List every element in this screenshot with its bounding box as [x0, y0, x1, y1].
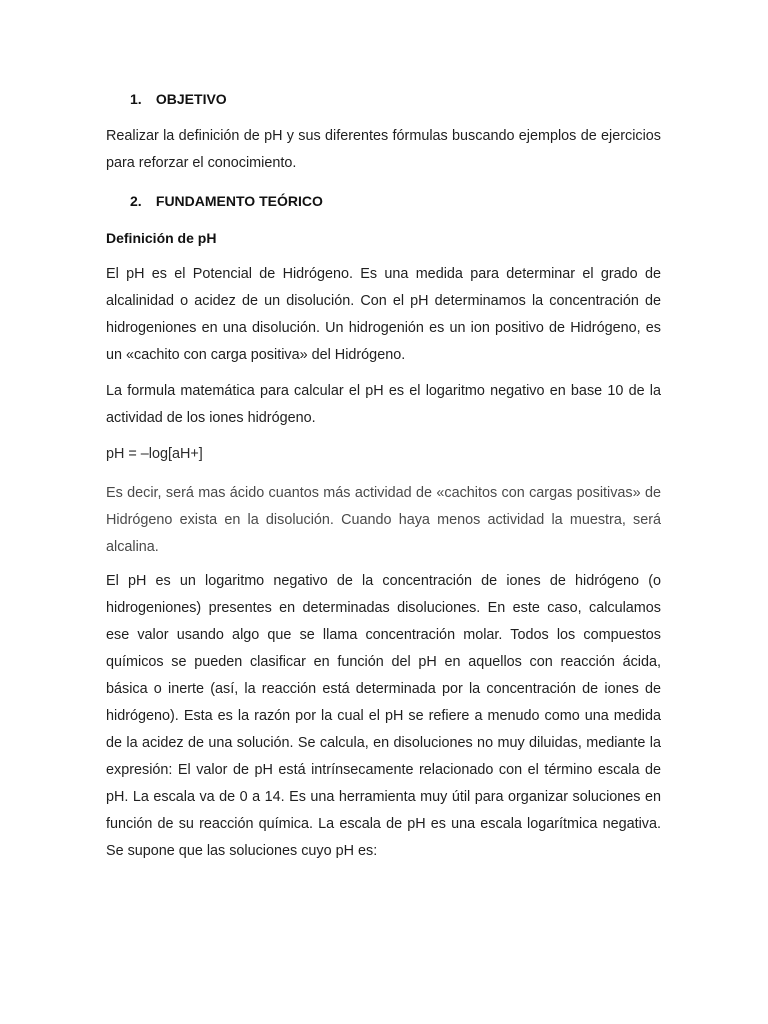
objetivo-paragraph: Realizar la definición de pH y sus diferentes fórmulas buscando ejemplos de ejercicios para reforzar el conocimiento.	[106, 128, 661, 171]
ph-long-paragraph: El pH es un logaritmo negativo de la concentración de iones de hidrógeno (o hidrogeniones) presentes en determinadas disoluciones. En este caso, calculamos ese valor usando algo que se llama concentración molar. Todos los compuestos químicos se pueden clasificar en función del pH en aquellos con reacción ácida, básica o inerte (así, la reacción está determinada por la concentración de iones de hidrógeno). Esta es la razón por la cual el pH se refiere a menudo como una medida de la acidez de una solución. Se calcula, en disoluciones no muy diluidas, mediante la expresión: El valor de pH está intrínsecamente relacionado con el término escala de pH. La escala va de 0 a 14. Es una herramienta muy útil para organizar soluciones en función de su reacción química. La escala de pH es una escala logarítmica negativa. Se supone que las soluciones cuyo pH es:	[106, 573, 661, 859]
section-1-number: 1.	[130, 91, 142, 107]
ph-formula-intro-paragraph: La formula matemática para calcular el pH es el logaritmo negativo en base 10 de la actividad de los iones hidrógeno.	[106, 383, 661, 426]
ph-formula: pH = –log[aH+]	[106, 446, 203, 462]
section-1-heading	[130, 91, 227, 107]
definicion-ph-subheading: Definición de pH	[106, 230, 217, 246]
acidity-explanation-paragraph: Es decir, será mas ácido cuantos más actividad de «cachitos con cargas positivas» de Hidrógeno exista en la disolución. Cuando haya menos actividad la muestra, será alcalina.	[106, 485, 661, 555]
ph-definition-paragraph: El pH es el Potencial de Hidrógeno. Es una medida para determinar el grado de alcalinidad o acidez de un disolución. Con el pH determinamos la concentración de hidrogeniones en una disolución. Un hidrogenión es un ion positivo de Hidrógeno, es un «cachito con carga positiva» del Hidrógeno.	[106, 266, 661, 363]
section-2-heading	[130, 193, 323, 209]
section-1-title: OBJETIVO	[155, 91, 227, 107]
section-2-title: FUNDAMENTO TEÓRICO	[155, 193, 323, 209]
section-2-number: 2.	[130, 193, 142, 209]
